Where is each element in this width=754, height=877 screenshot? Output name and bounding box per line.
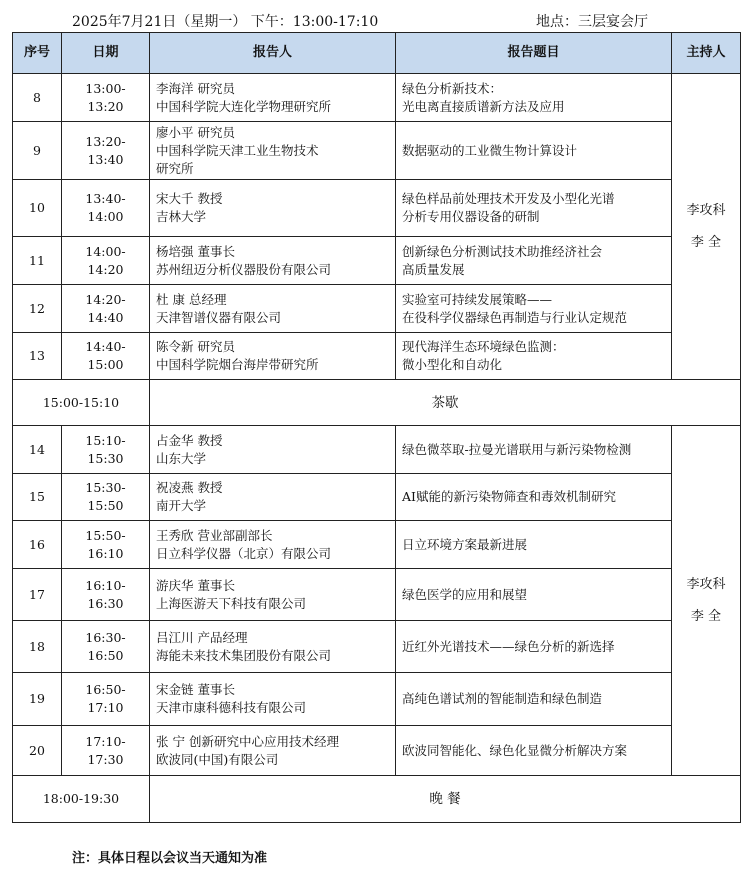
row-topic: 绿色分析新技术： 光电离直接质谱新方法及应用 xyxy=(396,74,672,122)
table-row xyxy=(13,122,741,180)
row-time: 16:30-16:50 xyxy=(62,621,150,673)
row-topic: 现代海洋生态环境绿色监测： 微小型化和自动化 xyxy=(396,333,672,380)
row-no: 13 xyxy=(13,333,62,380)
row-topic: 数据驱动的工业微生物计算设计 xyxy=(396,122,672,180)
dinner-label: 晚 餐 xyxy=(150,776,741,823)
row-no: 10 xyxy=(13,180,62,237)
row-time: 15:30-15:50 xyxy=(62,474,150,521)
row-time: 17:10-17:30 xyxy=(62,726,150,776)
table-row xyxy=(13,621,741,673)
row-no: 8 xyxy=(13,74,62,122)
table-header-row xyxy=(13,33,741,74)
row-speaker: 占金华 教授 山东大学 xyxy=(150,426,396,474)
row-speaker: 杜 康 总经理 天津智谱仪器有限公司 xyxy=(150,285,396,333)
host-cell: 李攻科 李 全 xyxy=(672,74,741,380)
table-row xyxy=(13,74,741,122)
row-no: 12 xyxy=(13,285,62,333)
row-topic: 绿色样品前处理技术开发及小型化光谱 分析专用仪器设备的研制 xyxy=(396,180,672,237)
col-header-host: 主持人 xyxy=(672,33,741,74)
row-no: 11 xyxy=(13,237,62,285)
table-row xyxy=(13,237,741,285)
row-time: 16:50-17:10 xyxy=(62,673,150,726)
row-speaker: 游庆华 董事长 上海医游天下科技有限公司 xyxy=(150,569,396,621)
schedule-header xyxy=(0,9,754,31)
row-no: 19 xyxy=(13,673,62,726)
row-time: 15:50-16:10 xyxy=(62,521,150,569)
col-header-speaker: 报告人 xyxy=(150,33,396,74)
table-row xyxy=(13,673,741,726)
row-topic: 绿色医学的应用和展望 xyxy=(396,569,672,621)
row-topic: 欧波同智能化、绿色化显微分析解决方案 xyxy=(396,726,672,776)
row-time: 15:10-15:30 xyxy=(62,426,150,474)
row-time: 14:00-14:20 xyxy=(62,237,150,285)
row-no: 16 xyxy=(13,521,62,569)
row-speaker: 陈令新 研究员 中国科学院烟台海岸带研究所 xyxy=(150,333,396,380)
col-header-topic: 报告题目 xyxy=(396,33,672,74)
row-no: 20 xyxy=(13,726,62,776)
col-header-no: 序号 xyxy=(13,33,62,74)
row-time: 16:10-16:30 xyxy=(62,569,150,621)
row-speaker: 张 宁 创新研究中心应用技术经理 欧波同(中国)有限公司 xyxy=(150,726,396,776)
table-row xyxy=(13,426,741,474)
table-row xyxy=(13,569,741,621)
row-topic: 绿色微萃取-拉曼光谱联用与新污染物检测 xyxy=(396,426,672,474)
row-speaker: 祝凌燕 教授 南开大学 xyxy=(150,474,396,521)
row-speaker: 吕江川 产品经理 海能未来技术集团股份有限公司 xyxy=(150,621,396,673)
row-speaker: 宋大千 教授 吉林大学 xyxy=(150,180,396,237)
row-topic: 创新绿色分析测试技术助推经济社会 高质量发展 xyxy=(396,237,672,285)
row-topic: AI赋能的新污染物筛查和毒效机制研究 xyxy=(396,474,672,521)
row-time: 14:40-15:00 xyxy=(62,333,150,380)
schedule-note: 注：具体日程以会议当天通知为准 xyxy=(72,851,268,866)
row-no: 17 xyxy=(13,569,62,621)
break-label: 茶歇 xyxy=(150,380,741,426)
row-time: 13:00-13:20 xyxy=(62,74,150,122)
table-row xyxy=(13,726,741,776)
row-no: 14 xyxy=(13,426,62,474)
table-row xyxy=(13,333,741,380)
row-time: 14:20-14:40 xyxy=(62,285,150,333)
col-header-time: 日期 xyxy=(62,33,150,74)
dinner-row xyxy=(13,776,741,823)
row-time: 13:40-14:00 xyxy=(62,180,150,237)
row-topic: 日立环境方案最新进展 xyxy=(396,521,672,569)
break-time: 15:00-15:10 xyxy=(13,380,150,426)
row-no: 9 xyxy=(13,122,62,180)
row-no: 15 xyxy=(13,474,62,521)
schedule-table xyxy=(12,32,741,823)
row-speaker: 宋金链 董事长 天津市康科德科技有限公司 xyxy=(150,673,396,726)
row-no: 18 xyxy=(13,621,62,673)
row-speaker: 杨培强 董事长 苏州纽迈分析仪器股份有限公司 xyxy=(150,237,396,285)
table-row xyxy=(13,521,741,569)
host-cell: 李攻科 李 全 xyxy=(672,426,741,776)
row-topic: 近红外光谱技术——绿色分析的新选择 xyxy=(396,621,672,673)
table-row xyxy=(13,180,741,237)
row-speaker: 王秀欣 营业部副部长 日立科学仪器（北京）有限公司 xyxy=(150,521,396,569)
row-time: 13:20-13:40 xyxy=(62,122,150,180)
row-speaker: 李海洋 研究员 中国科学院大连化学物理研究所 xyxy=(150,74,396,122)
row-topic: 实验室可持续发展策略—— 在役科学仪器绿色再制造与行业认定规范 xyxy=(396,285,672,333)
dinner-time: 18:00-19:30 xyxy=(13,776,150,823)
session-location: 地点：三层宴会厅 xyxy=(536,14,648,30)
table-row xyxy=(13,474,741,521)
row-topic: 高纯色谱试剂的智能制造和绿色制造 xyxy=(396,673,672,726)
row-speaker: 廖小平 研究员 中国科学院天津工业生物技术 研究所 xyxy=(150,122,396,180)
break-row xyxy=(13,380,741,426)
table-row xyxy=(13,285,741,333)
session-date-time: 2025年7月21日（星期一） 下午：13:00-17:10 xyxy=(72,14,379,30)
